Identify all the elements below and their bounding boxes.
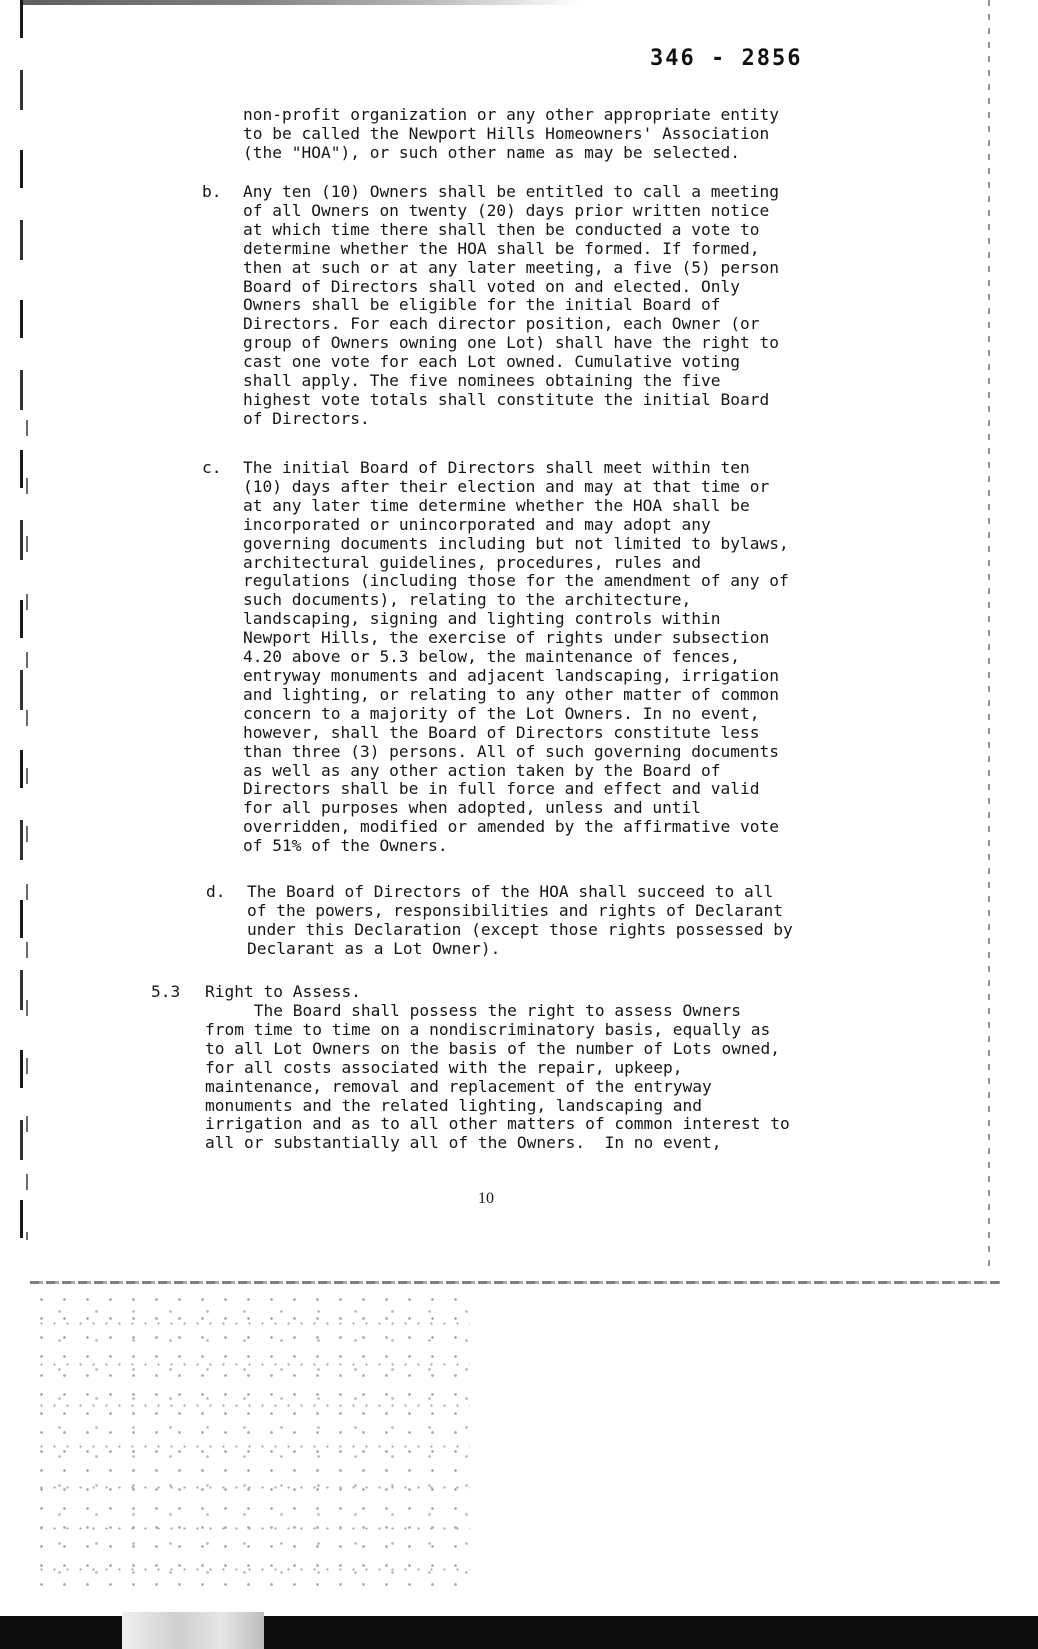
document-number: 346 - 2856 — [650, 46, 803, 71]
section-number: 5.3 — [151, 982, 181, 1001]
item-d-letter: d. — [206, 882, 226, 901]
intro-paragraph: non-profit organization or any other appropriate entity to be called the Newport Hills Homeowners' Association (the "HOA"), or such other name as may be selected. — [243, 105, 780, 162]
item-b-text: Any ten (10) Owners shall be entitled to call a meeting of all Owners on twenty (20) days prior written notice at which time there shall then be conducted a vote to determine whether the HOA shall be formed. If formed, then at such or at any later meeting, a five (5) person Board of Directors shall voted on and elected. Only Owners shall be eligible for the initial Board of Directors. For each director position, each Owner (or group of Owners owning one Lot) shall have the right to cast one vote for each Lot owned. Cumulative voting shall apply. The five nominees obtaining the five highest vote totals shall constitute the initial Board of Directors. — [243, 182, 780, 428]
scan-speckle-noise — [30, 1290, 470, 1590]
item-b-letter: b. — [202, 182, 222, 201]
scan-left-edge-marks — [26, 420, 28, 1240]
section-body: The Board shall possess the right to assess Owners from time to time on a nondiscriminatory basis, equally as to all Lot Owners on the basis of the number of Lots owned, for all costs associated with the repair, upkeep, maintenance, removal and replacement of the entryway monuments and the related lighting, landscaping and irrigation and as to all other matters of common interest to all or substantially all of the Owners. In no event, — [205, 1001, 790, 1153]
page-number: 10 — [478, 1190, 494, 1207]
scan-top-edge — [20, 0, 580, 5]
scan-bottom-gap — [122, 1612, 264, 1649]
item-c-text: The initial Board of Directors shall meet within ten (10) days after their election and may at that time or at any later time determine whether the HOA shall be incorporated or unincorporated and may adopt any governing documents including but not limited to bylaws, architectural guidelines, procedures, rules and regulations (including those for the amendment of any of such documents), relating to the architecture, landscaping, signing and lighting controls within Newport Hills, the exercise of rights under subsection 4.20 above or 5.3 below, the maintenance of fences, entryway monuments and adjacent landscaping, irrigation and lighting, or relating to any other matter of common concern to a majority of the Lot Owners. In no event, however, shall the Board of Directors constitute less than three (3) persons. All of such governing documents as well as any other action taken by the Board of Directors shall be in full force and effect and valid for all purposes when adopted, unless and until overridden, modified or amended by the affirmative vote of 51% of the Owners. — [243, 458, 789, 856]
item-d-text: The Board of Directors of the HOA shall succeed to all of the powers, responsibilities and rights of Declarant under this Declaration (except those rights possessed by Declarant as a Lot Owner). — [247, 882, 793, 958]
scan-right-edge — [988, 0, 990, 1270]
item-c-letter: c. — [202, 458, 222, 477]
section-heading: Right to Assess. — [205, 982, 361, 1001]
scan-left-edge — [20, 0, 23, 1260]
scan-fold-line — [30, 1281, 1000, 1284]
